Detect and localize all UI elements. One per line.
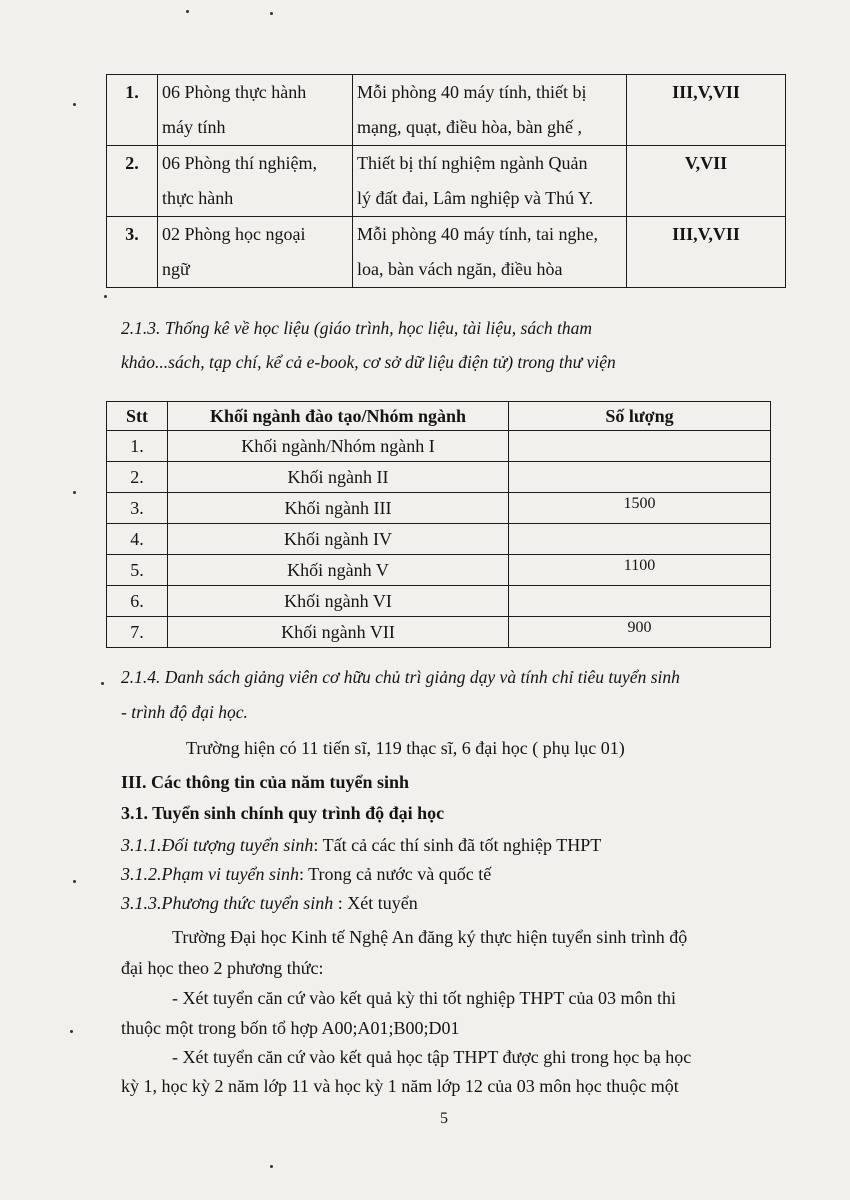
- column-header-quantity: Số lượng: [509, 402, 771, 431]
- row-number: 7.: [107, 617, 168, 648]
- table-row: [107, 524, 771, 555]
- method-1-line: - Xét tuyển căn cứ vào kết quả kỳ thi tốt nghiệp THPT của 03 môn thi: [172, 988, 676, 1008]
- group-name: Khối ngành VI: [168, 586, 509, 617]
- table-row: [107, 75, 786, 146]
- item-313-label: 3.1.3.Phương thức tuyển sinh: [121, 893, 334, 913]
- facility-name-line: ngữ: [162, 259, 190, 279]
- facility-description-line: mạng, quạt, điều hòa, bàn ghế ,: [357, 117, 582, 137]
- method-2-line: kỳ 1, học kỳ 2 năm lớp 11 và học kỳ 1 năm lớp 12 của 03 môn học thuộc một: [121, 1076, 679, 1096]
- facility-name: [158, 146, 353, 217]
- group-name: Khối ngành V: [168, 555, 509, 586]
- item-311-text: : Tất cả các thí sinh đã tốt nghiệp THPT: [313, 835, 602, 855]
- column-header-group: Khối ngành đào tạo/Nhóm ngành: [168, 402, 509, 431]
- group-name: Khối ngành IV: [168, 524, 509, 555]
- group-name: Khối ngành III: [168, 493, 509, 524]
- table-row: [107, 462, 771, 493]
- quantity: 1100: [509, 555, 771, 586]
- row-number: 2.: [107, 462, 168, 493]
- scan-speck: [270, 12, 273, 15]
- staff-summary: Trường hiện có 11 tiến sĩ, 119 thạc sĩ, 6 đại học ( phụ lục 01): [186, 738, 625, 758]
- row-number: 1.: [107, 431, 168, 462]
- facility-description: [353, 146, 627, 217]
- facility-name-line: thực hành: [162, 188, 234, 208]
- method-1-line: thuộc một trong bốn tổ hợp A00;A01;B00;D01: [121, 1018, 460, 1038]
- facility-name: [158, 75, 353, 146]
- section-214-heading: 2.1.4. Danh sách giảng viên cơ hữu chủ trì giảng dạy và tính chỉ tiêu tuyển sinh: [121, 667, 680, 687]
- row-number: 6.: [107, 586, 168, 617]
- scan-speck: [101, 682, 104, 685]
- facilities-table: [106, 74, 786, 288]
- facility-name-line: máy tính: [162, 117, 226, 137]
- facility-name-line: 02 Phòng học ngoại: [162, 224, 306, 244]
- facility-blocks: III,V,VII: [627, 217, 786, 288]
- item-312-text: : Trong cả nước và quốc tế: [298, 864, 492, 884]
- scan-speck: [104, 295, 107, 298]
- materials-table: [106, 401, 771, 648]
- row-number: 1.: [107, 75, 158, 146]
- facility-description: [353, 217, 627, 288]
- item-313: [121, 893, 418, 914]
- group-name: Khối ngành II: [168, 462, 509, 493]
- table-row: [107, 493, 771, 524]
- facility-description-line: loa, bàn vách ngăn, điều hòa: [357, 259, 563, 279]
- facility-description-line: lý đất đai, Lâm nghiệp và Thú Y.: [357, 188, 594, 208]
- quantity: [509, 431, 771, 462]
- scan-speck: [73, 491, 76, 494]
- method-2-line: - Xét tuyển căn cứ vào kết quả học tập THPT được ghi trong học bạ học: [172, 1047, 692, 1067]
- row-number: 5.: [107, 555, 168, 586]
- section-214-heading-cont: - trình độ đại học.: [121, 702, 248, 722]
- page-number: 5: [440, 1110, 448, 1127]
- item-313-text: : Xét tuyển: [333, 893, 418, 913]
- scan-speck: [70, 1030, 73, 1033]
- row-number: 3.: [107, 217, 158, 288]
- facility-blocks: III,V,VII: [627, 75, 786, 146]
- quantity: [509, 586, 771, 617]
- table-row: [107, 217, 786, 288]
- table-row: [107, 431, 771, 462]
- scan-speck: [73, 103, 76, 106]
- quantity: [509, 462, 771, 493]
- scan-speck: [270, 1165, 273, 1168]
- quantity: [509, 524, 771, 555]
- row-number: 3.: [107, 493, 168, 524]
- table-row: [107, 555, 771, 586]
- scan-speck: [73, 880, 76, 883]
- section-213-heading: 2.1.3. Thống kê về học liệu (giáo trình, học liệu, tài liệu, sách tham: [121, 318, 592, 338]
- facility-description-line: Mỗi phòng 40 máy tính, thiết bị: [357, 82, 587, 102]
- item-312: [121, 864, 491, 885]
- table-row: [107, 146, 786, 217]
- item-311-label: 3.1.1.Đối tượng tuyển sinh: [121, 835, 314, 855]
- table-header-row: [107, 402, 771, 431]
- table-row: [107, 617, 771, 648]
- facility-blocks: V,VII: [627, 146, 786, 217]
- scan-speck: [186, 10, 189, 13]
- intro-paragraph-line: đại học theo 2 phương thức:: [121, 958, 324, 978]
- facility-name: [158, 217, 353, 288]
- row-number: 2.: [107, 146, 158, 217]
- facility-description-line: Thiết bị thí nghiệm ngành Quản: [357, 153, 588, 173]
- intro-paragraph-line: Trường Đại học Kinh tế Nghệ An đăng ký thực hiện tuyển sinh trình độ: [172, 927, 688, 947]
- column-header-stt: Stt: [107, 402, 168, 431]
- section-III-title: III. Các thông tin của năm tuyển sinh: [121, 772, 410, 792]
- item-311: [121, 835, 601, 856]
- section-31-title: 3.1. Tuyển sinh chính quy trình độ đại học: [121, 803, 445, 823]
- facility-name-line: 06 Phòng thí nghiệm,: [162, 153, 318, 173]
- group-name: Khối ngành VII: [168, 617, 509, 648]
- facility-description-line: Mỗi phòng 40 máy tính, tai nghe,: [357, 224, 598, 244]
- quantity: 900: [509, 617, 771, 648]
- table-row: [107, 586, 771, 617]
- section-213-heading-cont: khảo...sách, tạp chí, kể cả e-book, cơ sở dữ liệu điện tử) trong thư viện: [121, 352, 616, 372]
- row-number: 4.: [107, 524, 168, 555]
- facility-name-line: 06 Phòng thực hành: [162, 82, 307, 102]
- facility-description: [353, 75, 627, 146]
- group-name: Khối ngành/Nhóm ngành I: [168, 431, 509, 462]
- item-312-label: 3.1.2.Phạm vi tuyển sinh: [121, 864, 299, 884]
- quantity: 1500: [509, 493, 771, 524]
